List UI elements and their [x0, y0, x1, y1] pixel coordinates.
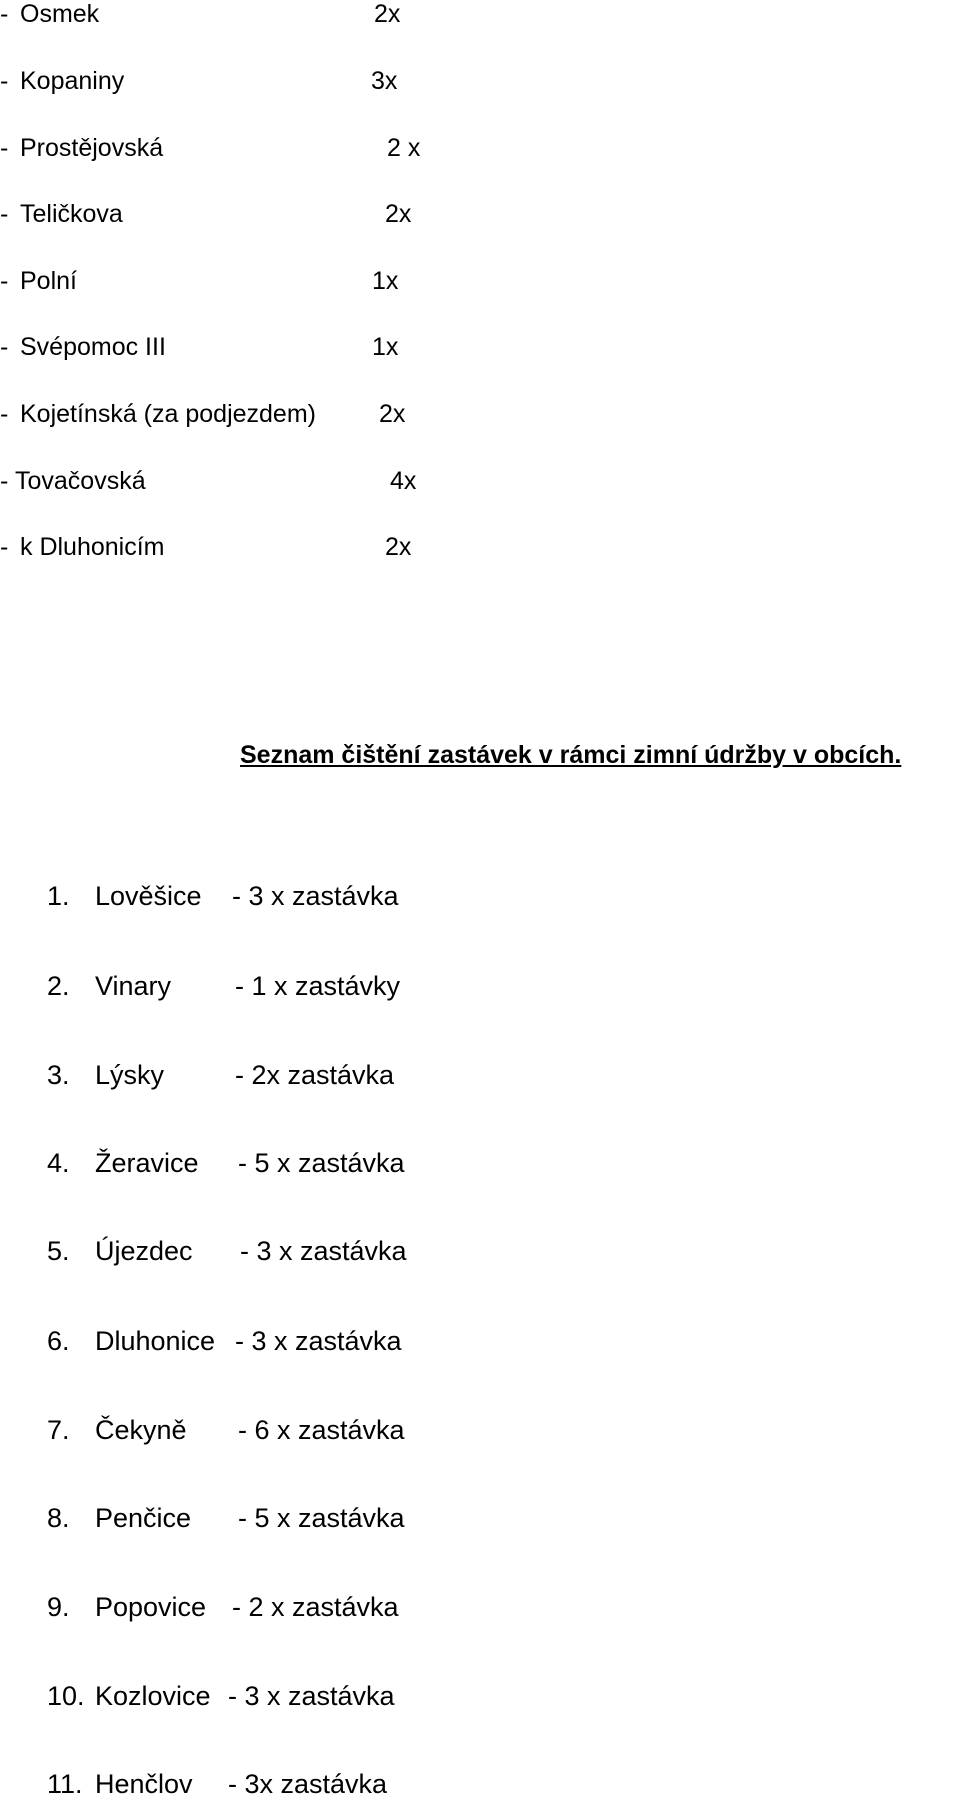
village-name: Penčice	[95, 1503, 192, 1533]
village-detail: - 5 x zastávka	[238, 1503, 405, 1533]
street-dash: -	[0, 267, 9, 295]
section-heading: Seznam čištění zastávek v rámci zimní údržby v obcích.	[240, 741, 902, 769]
street-count: 1x	[372, 333, 399, 361]
street-count: 2x	[379, 400, 406, 428]
street-count: 4x	[390, 467, 417, 495]
village-number: 8.	[47, 1503, 70, 1533]
village-name: Lověšice	[95, 881, 202, 911]
village-detail: - 3 x zastávka	[235, 1326, 402, 1356]
street-name: Teličkova	[20, 200, 123, 228]
street-name: k Dluhonicím	[20, 533, 165, 561]
village-name: Henčlov	[95, 1769, 193, 1799]
village-number: 11.	[47, 1769, 83, 1799]
street-name: Kojetínská (za podjezdem)	[20, 400, 316, 428]
village-detail: - 3 x zastávka	[240, 1236, 407, 1266]
village-number: 1.	[47, 881, 70, 911]
street-name: Tovačovská	[15, 467, 146, 495]
village-detail: - 1 x zastávky	[235, 971, 401, 1001]
village-name: Žeravice	[95, 1148, 199, 1178]
street-dash: -	[0, 467, 9, 495]
village-name: Újezdec	[95, 1236, 193, 1266]
village-detail: - 5 x zastávka	[238, 1148, 405, 1178]
village-number: 2.	[47, 971, 70, 1001]
village-name: Kozlovice	[95, 1681, 211, 1711]
street-dash: -	[0, 67, 9, 95]
street-count: 1x	[372, 267, 399, 295]
village-name: Lýsky	[95, 1060, 165, 1090]
village-number: 10.	[47, 1681, 85, 1711]
street-dash: -	[0, 533, 9, 561]
street-name: Kopaniny	[20, 67, 125, 95]
street-dash: -	[0, 0, 9, 28]
village-number: 9.	[47, 1592, 70, 1622]
village-detail: - 2x zastávka	[235, 1060, 395, 1090]
village-detail: - 3x zastávka	[228, 1769, 388, 1799]
street-name: Osmek	[20, 0, 100, 28]
village-name: Dluhonice	[95, 1326, 216, 1356]
street-count: 3x	[371, 67, 398, 95]
street-name: Svépomoc III	[20, 333, 166, 361]
street-name: Polní	[20, 267, 77, 295]
village-detail: - 3 x zastávka	[232, 881, 399, 911]
village-number: 3.	[47, 1060, 70, 1090]
village-detail: - 2 x zastávka	[232, 1592, 399, 1622]
village-name: Čekyně	[95, 1415, 187, 1445]
village-detail: - 6 x zastávka	[238, 1415, 405, 1445]
street-dash: -	[0, 400, 9, 428]
village-number: 5.	[47, 1236, 70, 1266]
village-number: 6.	[47, 1326, 70, 1356]
street-count: 2 x	[387, 134, 421, 162]
street-count: 2x	[374, 0, 401, 28]
street-dash: -	[0, 200, 9, 228]
street-count: 2x	[385, 533, 412, 561]
street-name: Prostějovská	[20, 134, 164, 162]
village-number: 4.	[47, 1148, 70, 1178]
village-name: Vinary	[95, 971, 172, 1001]
street-dash: -	[0, 134, 9, 162]
street-dash: -	[0, 333, 9, 361]
village-name: Popovice	[95, 1592, 207, 1622]
street-count: 2x	[385, 200, 412, 228]
village-detail: - 3 x zastávka	[228, 1681, 395, 1711]
village-number: 7.	[47, 1415, 70, 1445]
